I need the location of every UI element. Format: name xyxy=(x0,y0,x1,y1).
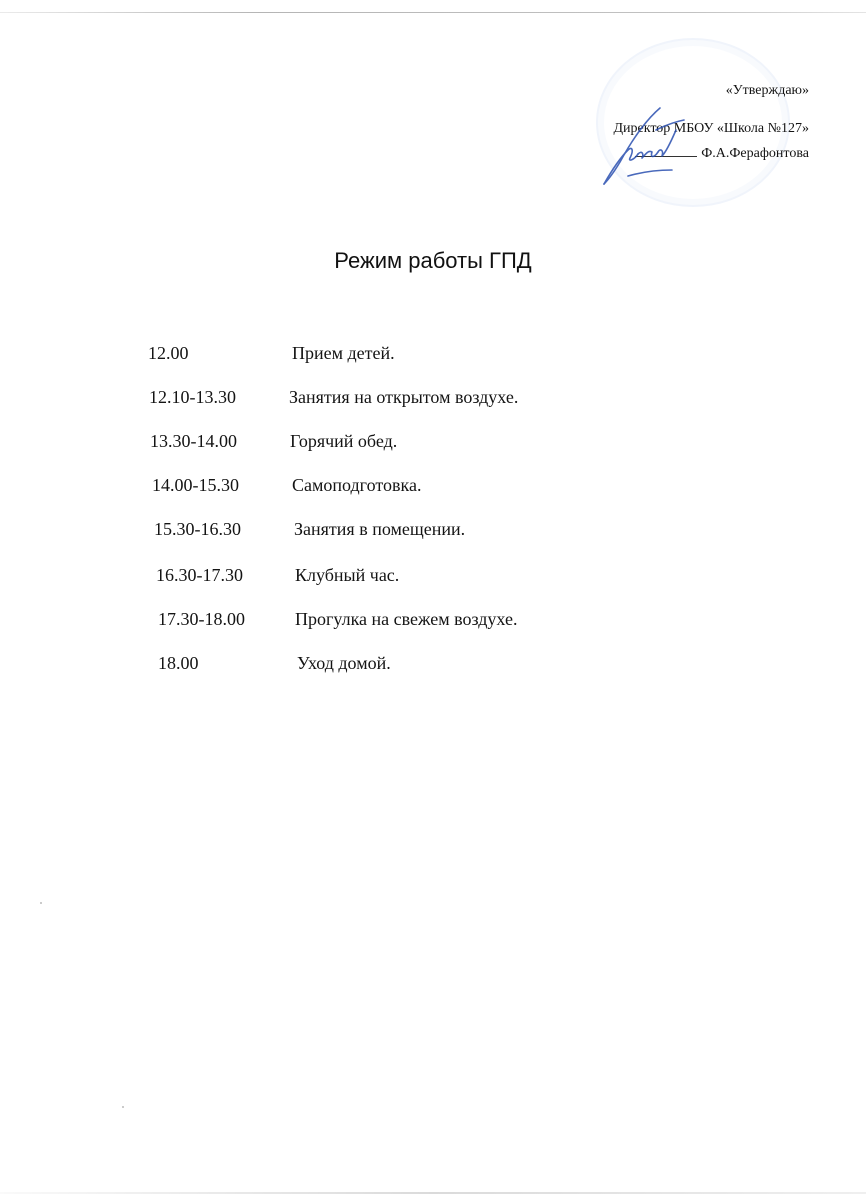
schedule-activity: Занятия в помещении. xyxy=(294,519,466,539)
schedule-activity: Горячий обед. xyxy=(290,431,398,451)
schedule-time: 17.30-18.00 xyxy=(158,609,245,629)
approval-heading: «Утверждаю» xyxy=(725,83,809,98)
schedule-activity: Клубный час. xyxy=(295,565,400,585)
approval-position: Директор МБОУ «Школа №127» xyxy=(613,121,809,136)
signatory-name: Ф.А.Ферафонтова xyxy=(701,146,809,161)
schedule-activity: Прием детей. xyxy=(292,343,395,363)
handwritten-signature xyxy=(598,100,688,188)
schedule-time: 12.00 xyxy=(148,343,189,363)
schedule-activity: Прогулка на свежем воздухе. xyxy=(295,609,518,629)
schedule-time: 15.30-16.30 xyxy=(154,519,241,539)
scan-edge-top xyxy=(0,12,866,13)
schedule-activity: Занятия на открытом воздухе. xyxy=(289,387,519,407)
schedule-time: 14.00-15.30 xyxy=(152,475,239,495)
schedule-activity: Самоподготовка. xyxy=(292,475,422,495)
scan-speck xyxy=(122,1106,124,1108)
schedule-time: 13.30-14.00 xyxy=(150,431,237,451)
schedule-activity: Уход домой. xyxy=(297,653,391,673)
schedule-time: 16.30-17.30 xyxy=(156,565,243,585)
schedule-time: 18.00 xyxy=(158,653,199,673)
scan-speck xyxy=(40,902,42,904)
page-title: Режим работы ГПД xyxy=(334,248,532,273)
scan-edge-bottom xyxy=(0,1192,866,1194)
schedule-time: 12.10-13.30 xyxy=(149,387,236,407)
